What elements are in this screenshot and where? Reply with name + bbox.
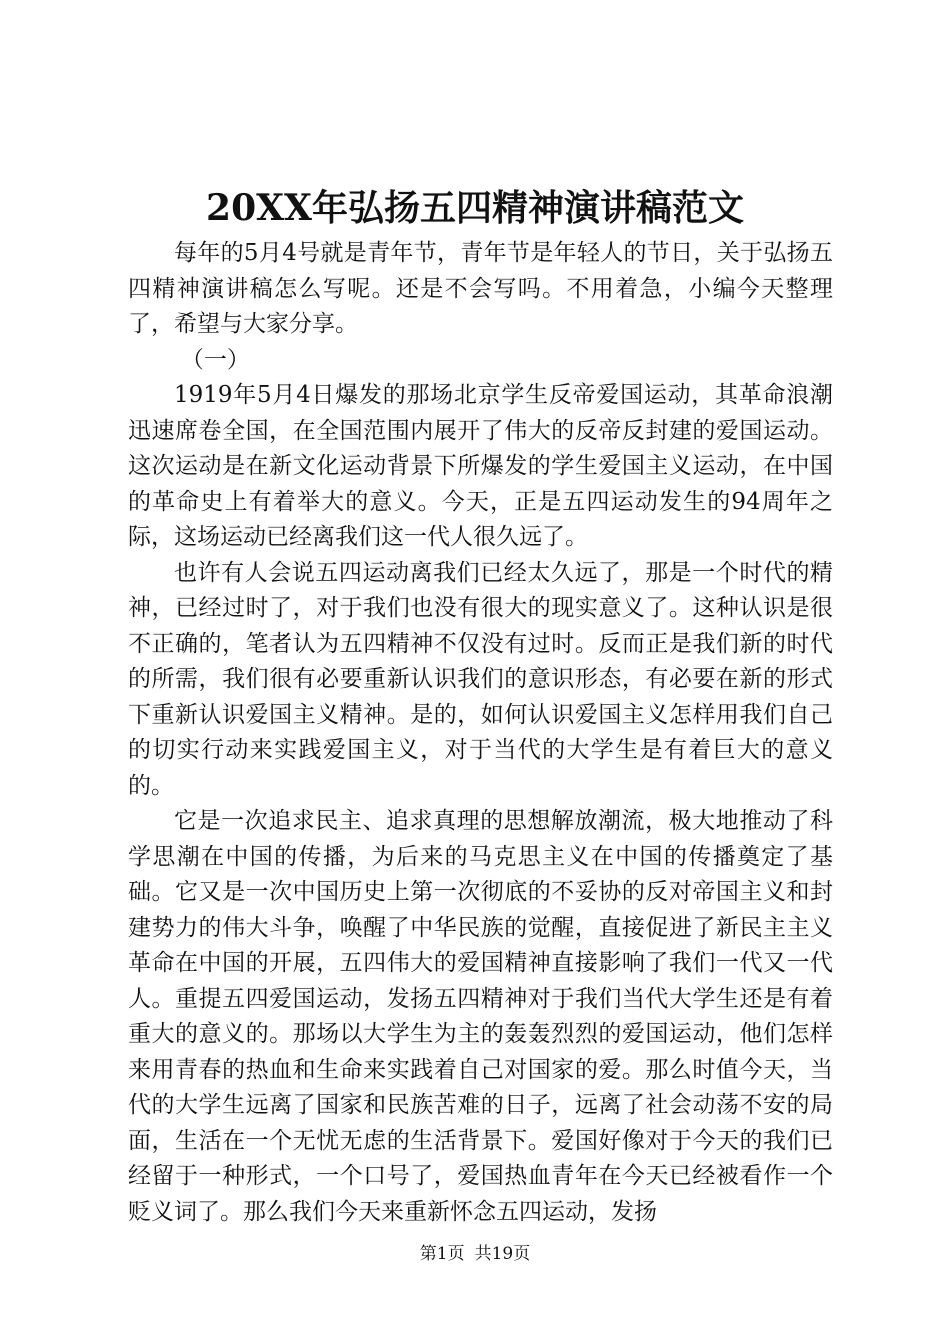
body-paragraph: 它是一次追求民主、追求真理的思想解放潮流，极大地推动了科学思潮在中国的传播，为后来的马克思主义在中国的传播奠定了基础。它又是一次中国历史上第一次彻底的不妥协的反对帝国主义和封建势力的伟大斗争，唤醒了中华民族的觉醒，直接促进了新民主主义革命在中国的开展，五四伟大的爱国精神直接影响了我们一代又一代人。重提五四爱国运动，发扬五四精神对于我们当代大学生还是有着重大的意义的。那场以大学生为主的轰轰烈烈的爱国运动，他们怎样来用青春的热血和生命来实践着自己对国家的爱。那么时值今天，当代的大学生远离了国家和民族苦难的日子，远离了社会动荡不安的局面，生活在一个无忧无虑的生活背景下。爱国好像对于今天的我们已经留于一种形式，一个口号了，爱国热血青年在今天已经被看作一个贬义词了。那么我们今天来重新怀念五四运动，发扬 <box>128 808 833 1225</box>
body-paragraph: 1919年5月4日爆发的那场北京学生反帝爱国运动，其革命浪潮迅速席卷全国，在全国范围内展开了伟大的反帝反封建的爱国运动。这次运动是在新文化运动背景下所爆发的学生爱国主义运动，在中国的革命史上有着举大的意义。今天，正是五四运动发生的94周年之际，这场运动已经离我们这一代人很久远了。 <box>128 382 833 550</box>
body-paragraph: 也许有人会说五四运动离我们已经太久远了，那是一个时代的精神，已经过时了，对于我们也没有很大的现实意义了。这种认识是很不正确的，笔者认为五四精神不仅没有过时。反而正是我们新的时代的所需，我们很有必要重新认识我们的意识形态，有必要在新的形式下重新认识爱国主义精神。是的，如何认识爱国主义怎样用我们自己的切实行动来实践爱国主义，对于当代的大学生是有着巨大的意义的。 <box>128 559 833 799</box>
intro-paragraph: 每年的5月4号就是青年节，青年节是年轻人的节日，关于弘扬五四精神演讲稿怎么写呢。还是不会写吗。不用着急，小编今天整理了，希望与大家分享。 <box>128 240 833 337</box>
document-body <box>128 236 833 1230</box>
document-title: 20XX年弘扬五四精神演讲稿范文 <box>206 187 744 229</box>
section-heading: （一） <box>180 346 250 373</box>
page-footer <box>0 1242 950 1266</box>
page-number: 第1页 <box>419 1244 465 1264</box>
page-total: 共19页 <box>474 1244 531 1264</box>
